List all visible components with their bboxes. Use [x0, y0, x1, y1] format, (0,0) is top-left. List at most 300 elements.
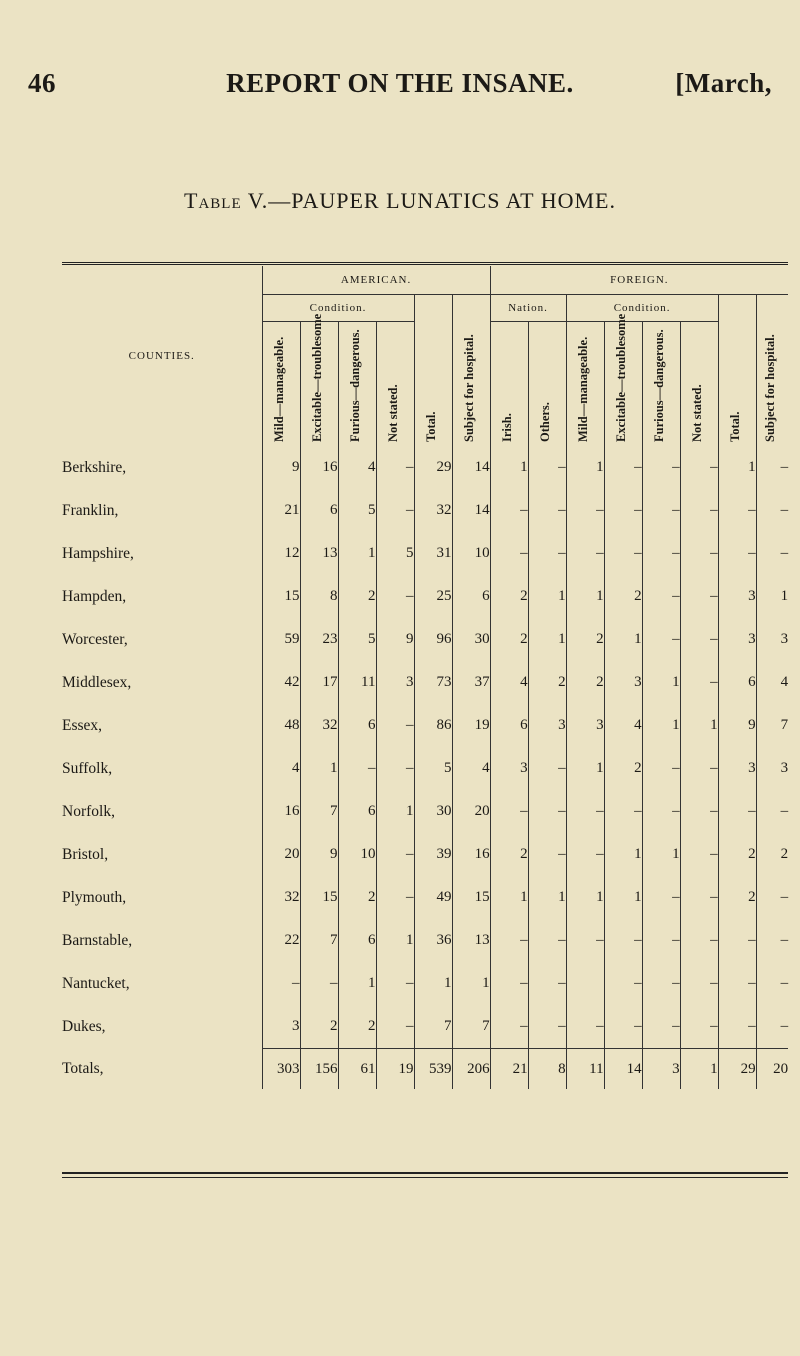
table-row — [62, 962, 788, 1005]
table-cell: 21 — [262, 489, 300, 532]
data-table — [62, 266, 788, 1089]
table-cell: 6 — [338, 704, 376, 747]
table-cell: 29 — [718, 1049, 756, 1090]
col-header — [566, 322, 604, 447]
table-cell: 30 — [452, 618, 490, 661]
col-header-text: Total. — [728, 411, 743, 442]
table-cell: – — [490, 962, 528, 1005]
table-row — [62, 919, 788, 962]
table-cell: 3 — [490, 747, 528, 790]
col-header-text: Not stated. — [690, 384, 705, 442]
table-cell: 6 — [338, 790, 376, 833]
table-cell: – — [642, 446, 680, 489]
table-label: Table V. — [184, 188, 269, 213]
table-cell: – — [566, 532, 604, 575]
table-cell: – — [566, 489, 604, 532]
table-cell: 6 — [338, 919, 376, 962]
col-header-text: Subject for hospital. — [763, 334, 778, 442]
table-cell: 23 — [300, 618, 338, 661]
table-cell: 2 — [490, 618, 528, 661]
table-cell: 17 — [300, 661, 338, 704]
table-cell: 1 — [604, 618, 642, 661]
table-cell: 3 — [566, 704, 604, 747]
table-cell: 20 — [452, 790, 490, 833]
table-cell: 32 — [300, 704, 338, 747]
table-title-text: —PAUPER LUNATICS AT HOME. — [268, 188, 616, 213]
county-label-text: Essex, — [62, 716, 103, 734]
table-cell: 8 — [300, 575, 338, 618]
table-row — [62, 489, 788, 532]
table-cell: – — [642, 876, 680, 919]
table-cell: 3 — [376, 661, 414, 704]
table-cell: 1 — [680, 1049, 718, 1090]
county-label-text: Plymouth, — [62, 888, 127, 906]
col-header-text: Excitable—troublesome — [614, 313, 629, 442]
table-cell: 1 — [642, 833, 680, 876]
table-cell: 61 — [338, 1049, 376, 1090]
table-cell: 10 — [338, 833, 376, 876]
table-cell: 4 — [604, 704, 642, 747]
table-cell: – — [528, 919, 566, 962]
col-header-text: Mild—manageable. — [576, 336, 591, 442]
table-cell: 31 — [414, 532, 452, 575]
col-header — [262, 322, 300, 447]
county-name — [62, 747, 262, 790]
table-cell: 2 — [490, 575, 528, 618]
col-header — [490, 322, 528, 447]
table-cell: 86 — [414, 704, 452, 747]
table-cell: 30 — [414, 790, 452, 833]
table-cell: – — [604, 532, 642, 575]
table-body — [62, 446, 788, 1089]
table-cell: 96 — [414, 618, 452, 661]
table-cell: 19 — [452, 704, 490, 747]
table-cell: 12 — [262, 532, 300, 575]
county-name — [62, 1005, 262, 1049]
county-name — [62, 532, 262, 575]
table-cell: 6 — [718, 661, 756, 704]
table-cell: – — [566, 1005, 604, 1049]
county-label-text: Hampshire, — [62, 544, 134, 562]
table-cell: 1 — [566, 575, 604, 618]
table-cell: 8 — [528, 1049, 566, 1090]
table-cell: – — [680, 661, 718, 704]
table-cell: 3 — [756, 618, 788, 661]
table-cell: 9 — [718, 704, 756, 747]
table-cell: 6 — [300, 489, 338, 532]
table-row — [62, 876, 788, 919]
county-name — [62, 833, 262, 876]
table-cell: – — [376, 747, 414, 790]
table-cell: 1 — [376, 790, 414, 833]
table-cell: – — [604, 446, 642, 489]
table-cell: – — [566, 790, 604, 833]
col-header — [680, 322, 718, 447]
table-title — [0, 188, 800, 214]
table-cell: – — [528, 446, 566, 489]
table-cell: 4 — [756, 661, 788, 704]
table-cell: – — [718, 962, 756, 1005]
table-cell: – — [642, 790, 680, 833]
col-header-text: Not stated. — [386, 384, 400, 442]
table-row — [62, 747, 788, 790]
table-cell: – — [262, 962, 300, 1005]
table-cell: 2 — [566, 661, 604, 704]
table-cell: 1 — [338, 962, 376, 1005]
table-cell: 3 — [756, 747, 788, 790]
table-cell: 3 — [718, 747, 756, 790]
table-cell: – — [642, 575, 680, 618]
table-cell: 1 — [642, 661, 680, 704]
table-row — [62, 704, 788, 747]
col-header — [604, 313, 642, 447]
table-cell: 1 — [566, 747, 604, 790]
county-name — [62, 575, 262, 618]
table-cell: – — [338, 747, 376, 790]
col-header-text: Mild—manageable. — [272, 336, 286, 442]
foreign-header: FOREIGN. — [490, 266, 788, 295]
table-cell: 6 — [452, 575, 490, 618]
table-cell: 1 — [528, 876, 566, 919]
table-cell: – — [718, 1005, 756, 1049]
table-cell: 2 — [338, 575, 376, 618]
table-cell: 37 — [452, 661, 490, 704]
table-cell: 1 — [414, 962, 452, 1005]
table-cell — [566, 962, 604, 1005]
table-cell: 1 — [376, 919, 414, 962]
table-cell: 4 — [490, 661, 528, 704]
table-cell: – — [756, 919, 788, 962]
table-cell: 13 — [452, 919, 490, 962]
col-header — [718, 295, 756, 447]
table-cell: 7 — [452, 1005, 490, 1049]
table-cell: 9 — [376, 618, 414, 661]
table-cell: – — [528, 1005, 566, 1049]
table-cell: – — [680, 489, 718, 532]
col-header-text: Subject for hospital. — [462, 334, 477, 442]
table-cell: 3 — [642, 1049, 680, 1090]
county-name — [62, 962, 262, 1005]
table-cell: – — [642, 919, 680, 962]
county-label-text: Franklin, — [62, 501, 119, 519]
table-cell: 2 — [756, 833, 788, 876]
table-cell: 3 — [604, 661, 642, 704]
table-row — [62, 790, 788, 833]
table-cell: 16 — [452, 833, 490, 876]
table-cell: 36 — [414, 919, 452, 962]
table-cell: 32 — [414, 489, 452, 532]
county-name — [62, 446, 262, 489]
table-cell: 2 — [300, 1005, 338, 1049]
table-cell: 22 — [262, 919, 300, 962]
table-cell: – — [718, 532, 756, 575]
table-cell: – — [680, 1005, 718, 1049]
table-cell: 7 — [756, 704, 788, 747]
table-cell: 16 — [262, 790, 300, 833]
county-label-text: Worcester, — [62, 630, 128, 648]
table-cell: 1 — [566, 446, 604, 489]
table-cell: – — [680, 446, 718, 489]
table-cell: 7 — [300, 790, 338, 833]
bottom-rule — [62, 1172, 788, 1174]
table-cell: 32 — [262, 876, 300, 919]
table-cell: – — [300, 962, 338, 1005]
table-cell: – — [376, 575, 414, 618]
table-cell: – — [490, 1005, 528, 1049]
table-cell: 16 — [300, 446, 338, 489]
table-cell: 3 — [718, 618, 756, 661]
county-label-text: Middlesex, — [62, 673, 132, 691]
table-cell: 42 — [262, 661, 300, 704]
table-cell: 9 — [262, 446, 300, 489]
col-header — [452, 295, 490, 447]
table-cell: 6 — [490, 704, 528, 747]
table-cell: – — [376, 833, 414, 876]
table-row — [62, 618, 788, 661]
table-cell: 1 — [528, 618, 566, 661]
table-cell: 1 — [642, 704, 680, 747]
table-cell: 5 — [338, 618, 376, 661]
table-cell: 4 — [262, 747, 300, 790]
table-cell: – — [642, 618, 680, 661]
table-cell: 4 — [452, 747, 490, 790]
table-cell: – — [756, 446, 788, 489]
col-header-text: Others. — [538, 402, 553, 442]
table-cell: – — [756, 962, 788, 1005]
col-header — [528, 322, 566, 447]
col-header-text: Total. — [424, 411, 438, 442]
table-cell: 2 — [490, 833, 528, 876]
table-cell: 1 — [452, 962, 490, 1005]
table-cell: – — [756, 790, 788, 833]
col-header-text: Furious—dangerous. — [348, 329, 362, 442]
table-row — [62, 833, 788, 876]
table-cell: 10 — [452, 532, 490, 575]
county-label-text: Nantucket, — [62, 974, 130, 992]
foreign-condition-header: Condition. — [566, 295, 718, 322]
table-cell: 2 — [338, 876, 376, 919]
table-cell: 19 — [376, 1049, 414, 1090]
table-cell: 1 — [490, 876, 528, 919]
table-cell: 5 — [414, 747, 452, 790]
col-header — [300, 313, 338, 447]
table-cell: – — [718, 790, 756, 833]
table-row — [62, 661, 788, 704]
table-cell: – — [604, 489, 642, 532]
table-cell: 1 — [300, 747, 338, 790]
table-row — [62, 1005, 788, 1049]
table-cell: 3 — [262, 1005, 300, 1049]
table-cell: – — [680, 876, 718, 919]
running-head — [28, 68, 772, 108]
table-cell: – — [718, 919, 756, 962]
american-header: AMERICAN. — [262, 266, 490, 295]
table-cell: – — [490, 489, 528, 532]
county-name — [62, 919, 262, 962]
table-cell: – — [642, 489, 680, 532]
table-cell: – — [376, 876, 414, 919]
table-cell: 7 — [300, 919, 338, 962]
table-cell: 13 — [300, 532, 338, 575]
totals-label — [62, 1049, 262, 1090]
table-cell: 14 — [452, 489, 490, 532]
county-label-text: Norfolk, — [62, 802, 115, 820]
table-cell: 21 — [490, 1049, 528, 1090]
table-cell: – — [680, 790, 718, 833]
table-cell: 1 — [604, 876, 642, 919]
table-cell: – — [376, 489, 414, 532]
col-header-text: Excitable—troublesome — [310, 313, 324, 442]
table-cell: – — [680, 962, 718, 1005]
table-cell: 2 — [718, 833, 756, 876]
table-cell: 2 — [566, 618, 604, 661]
col-header — [376, 322, 414, 447]
table-cell: 49 — [414, 876, 452, 919]
table-cell: – — [376, 704, 414, 747]
table-cell: – — [642, 962, 680, 1005]
county-label-text: Totals, — [62, 1059, 104, 1077]
table-row — [62, 575, 788, 618]
table-cell: 1 — [490, 446, 528, 489]
table-cell: – — [756, 532, 788, 575]
nation-header: Nation. — [490, 295, 566, 322]
counties-header: COUNTIES. — [128, 350, 195, 362]
county-label-text: Dukes, — [62, 1017, 106, 1035]
county-name — [62, 661, 262, 704]
table-cell: – — [680, 919, 718, 962]
table-cell: – — [680, 532, 718, 575]
col-header — [414, 295, 452, 447]
table-cell: 5 — [376, 532, 414, 575]
col-header — [338, 322, 376, 447]
table-cell: – — [680, 618, 718, 661]
page-number: 46 — [28, 68, 56, 98]
table-cell: – — [642, 1005, 680, 1049]
table-cell: 4 — [338, 446, 376, 489]
county-name — [62, 618, 262, 661]
col-header-text: Irish. — [500, 413, 515, 442]
table-cell: – — [528, 747, 566, 790]
table-cell: – — [642, 532, 680, 575]
table-cell: – — [604, 962, 642, 1005]
american-condition-header: Condition. — [262, 295, 414, 322]
table-cell: 15 — [300, 876, 338, 919]
county-label-text: Suffolk, — [62, 759, 113, 777]
running-month: [March, — [675, 68, 772, 98]
table-cell: 2 — [718, 876, 756, 919]
table-cell: 25 — [414, 575, 452, 618]
table-cell: 11 — [338, 661, 376, 704]
table-cell: 303 — [262, 1049, 300, 1090]
table-row — [62, 446, 788, 489]
table-cell: 11 — [566, 1049, 604, 1090]
county-label-text: Berkshire, — [62, 458, 127, 476]
col-header — [642, 322, 680, 447]
table-cell: 59 — [262, 618, 300, 661]
table-cell: 3 — [528, 704, 566, 747]
table-cell: 2 — [604, 747, 642, 790]
bottom-rule-thin — [62, 1177, 788, 1178]
table-cell: – — [680, 575, 718, 618]
table-cell: 2 — [528, 661, 566, 704]
table-cell: – — [490, 532, 528, 575]
table-cell: 1 — [718, 446, 756, 489]
table-cell: – — [490, 790, 528, 833]
county-label-text: Bristol, — [62, 845, 109, 863]
table-cell: 14 — [452, 446, 490, 489]
table-cell: 539 — [414, 1049, 452, 1090]
table-cell: 3 — [718, 575, 756, 618]
table-cell: – — [566, 833, 604, 876]
col-header-text: Furious—dangerous. — [652, 329, 667, 442]
table-cell: 7 — [414, 1005, 452, 1049]
table-cell: 1 — [566, 876, 604, 919]
table-cell: 5 — [338, 489, 376, 532]
table-cell: 156 — [300, 1049, 338, 1090]
table-cell: – — [528, 532, 566, 575]
county-label-text: Barnstable, — [62, 931, 133, 949]
totals-row — [62, 1049, 788, 1090]
table-cell: 2 — [604, 575, 642, 618]
table-cell: – — [376, 962, 414, 1005]
table-cell: 2 — [338, 1005, 376, 1049]
table-cell: 1 — [680, 704, 718, 747]
table-cell: 9 — [300, 833, 338, 876]
table-cell: – — [376, 446, 414, 489]
county-label-text: Hampden, — [62, 587, 127, 605]
table-cell: – — [604, 1005, 642, 1049]
table-cell: – — [680, 747, 718, 790]
table-cell: – — [376, 1005, 414, 1049]
table-cell: – — [756, 1005, 788, 1049]
county-name — [62, 876, 262, 919]
table-cell: – — [528, 489, 566, 532]
county-name — [62, 489, 262, 532]
table-cell: – — [642, 747, 680, 790]
table-cell: – — [718, 489, 756, 532]
table-cell: – — [604, 790, 642, 833]
table-cell: – — [528, 790, 566, 833]
table-cell: – — [604, 919, 642, 962]
county-name — [62, 790, 262, 833]
table-cell: 20 — [756, 1049, 788, 1090]
table-cell: 206 — [452, 1049, 490, 1090]
table-cell: 15 — [262, 575, 300, 618]
table-cell: 39 — [414, 833, 452, 876]
table-row — [62, 532, 788, 575]
col-header — [756, 295, 788, 447]
running-title: REPORT ON THE INSANE. — [226, 68, 574, 98]
table-cell: 48 — [262, 704, 300, 747]
table-cell: – — [490, 919, 528, 962]
table-cell: – — [566, 919, 604, 962]
table-cell: 15 — [452, 876, 490, 919]
table-cell: – — [528, 962, 566, 1005]
table-cell: – — [680, 833, 718, 876]
table-cell: 20 — [262, 833, 300, 876]
table-cell: – — [756, 876, 788, 919]
table-cell: 1 — [756, 575, 788, 618]
table-cell: 73 — [414, 661, 452, 704]
table-cell: 14 — [604, 1049, 642, 1090]
table-cell: 1 — [338, 532, 376, 575]
top-rule — [62, 262, 788, 265]
table-cell: 1 — [604, 833, 642, 876]
county-name — [62, 704, 262, 747]
table-cell: 29 — [414, 446, 452, 489]
table-cell: – — [756, 489, 788, 532]
table-cell: – — [528, 833, 566, 876]
